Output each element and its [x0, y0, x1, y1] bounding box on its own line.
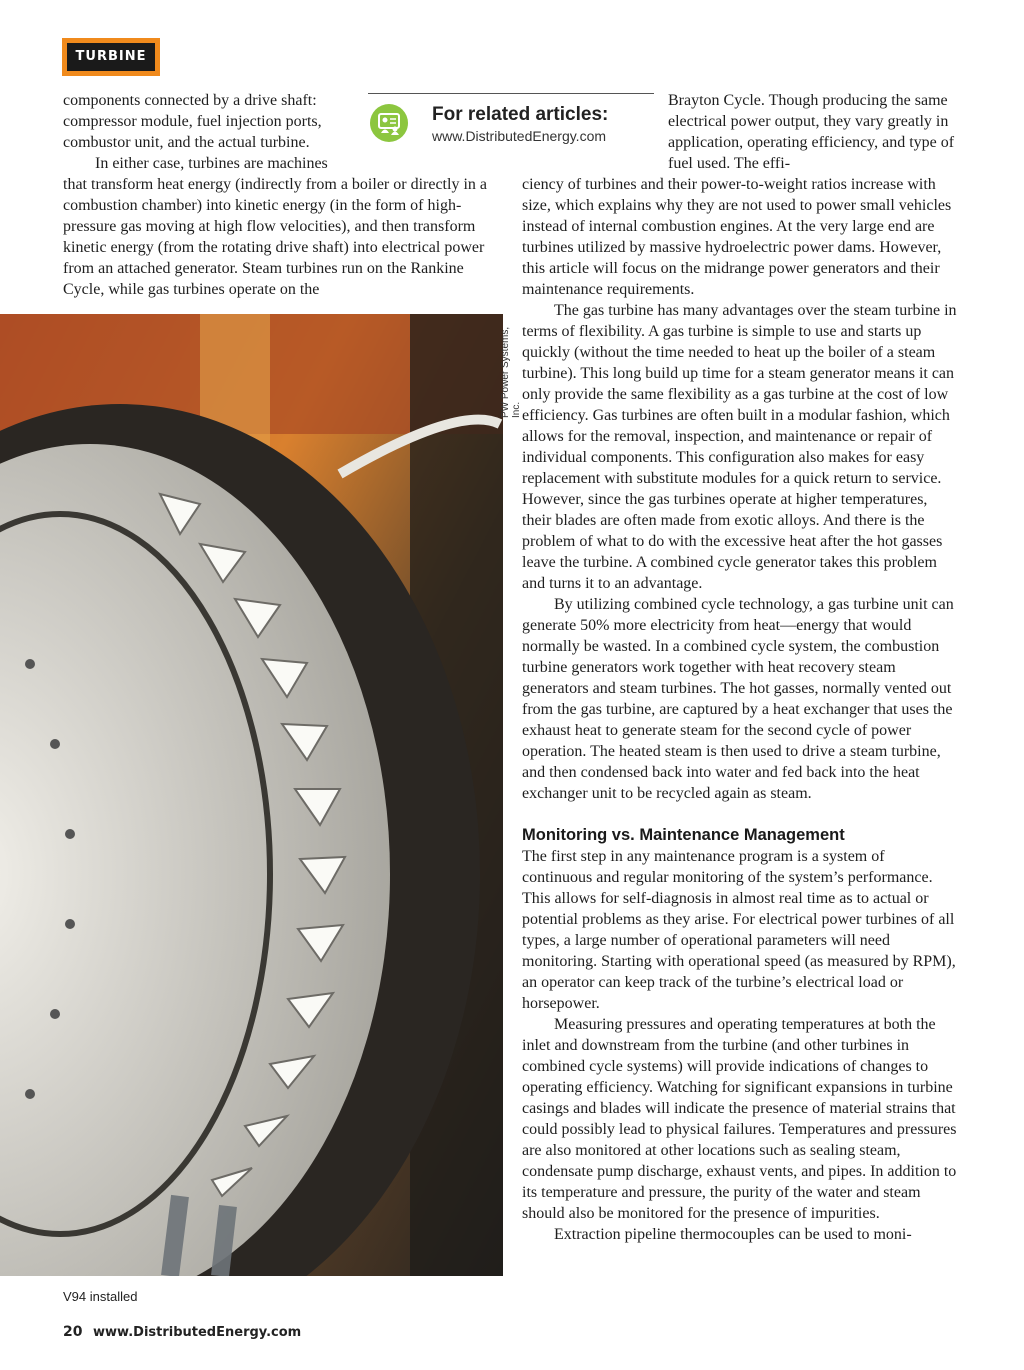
- article-left-top: [63, 90, 363, 174]
- article-right-column: [522, 174, 958, 1245]
- left-paragraph-2-rest: that transform heat energy (indirectly from a boiler or directly in a combustion chamber) into kinetic energy (in the form of high-pressure gas moving at high flow velocities), and then transform kinetic energy (from the rotating drive shaft) into electrical power from an attached generator. Steam turbines run on the Rankine Cycle, while gas turbines operate on the: [63, 176, 487, 298]
- right-paragraph-6: Extraction pipeline thermocouples can be used to moni-: [554, 1226, 912, 1243]
- right-paragraph-1-rest: ciency of turbines and their power-to-weight ratios increase with size, which explains why they are not used to power small vehicles instead of internal combustion engines. At the very large end are turbines utilized by massive hydroelectric power dams. However, this article will focus on the midrange power generators and their maintenance requirements.: [522, 176, 952, 298]
- section-label: TURBINE: [67, 43, 155, 71]
- page-number: 20: [63, 1324, 83, 1340]
- left-top-paragraph: components connected by a drive shaft: compressor module, fuel injection ports, combustor unit, and the actual turbine.: [63, 92, 322, 151]
- right-paragraph-2: The gas turbine has many advantages over the steam turbine in terms of flexibility. A gas turbine is simple to use and starts up quickly (without the time needed to heat up the boiler of a steam turbine). This long build up time for a steam generator means it can only provide the same flexibility as a gas turbine at the cost of low efficiency. Gas turbines are often built in a modular fashion, which allows for the removal, inspection, and maintenance or repair of individual components. This configuration also makes for easy replacement with substitute modules for a quick return to service. However, since the gas turbines operate at higher temperatures, their blades are often made from exotic alloys. And there is the problem of what to do with the excessive heat after the hot gasses leave the turbine. A combined cycle generator takes this problem and turns it to an advantage.: [522, 302, 957, 592]
- right-top-paragraph: Brayton Cycle. Though producing the same electrical power output, they vary greatly in application, operating efficiency, and type of fuel used. The effi-: [668, 92, 955, 172]
- article-right-top: [668, 90, 958, 174]
- related-articles-box[interactable]: [368, 93, 654, 158]
- photo-caption: V94 installed: [63, 1289, 138, 1304]
- footer-site-link[interactable]: www.DistributedEnergy.com: [93, 1325, 302, 1340]
- reading-person-icon: [370, 104, 408, 142]
- right-paragraph-3: By utilizing combined cycle technology, a gas turbine unit can generate 50% more electricity from heat—energy that would normally be wasted. In a combined cycle system, the combustion turbine generators work together with heat recovery steam generators and steam turbines. The hot gasses, normally vented out from the gas turbine, are captured by a heat exchanger that uses the exhaust heat to generate steam for the second cycle of power operation. The heated steam is then used to drive a steam turbine, and then condensed back into water and fed back into the heat exchanger unit to be recycled again as steam.: [522, 596, 954, 802]
- right-paragraph-4: The first step in any maintenance program is a system of continuous and regular monitoring of the system’s performance. This allows for self-diagnosis in almost real time as to actual or potential problems as they arise. For electrical power turbines of all types, a large number of operational parameters will need monitoring. Starting with operational speed (as measured by RPM), an operator can keep track of the turbine’s electrical load or horsepower.: [522, 848, 956, 1012]
- related-articles-title: For related articles:: [432, 104, 609, 125]
- turbine-illustration: [0, 314, 503, 1276]
- turbine-photo: [0, 314, 503, 1276]
- article-left-bottom: [63, 174, 501, 300]
- page-footer: [63, 1324, 301, 1340]
- related-articles-link[interactable]: www.DistributedEnergy.com: [432, 128, 607, 144]
- section-heading: Monitoring vs. Maintenance Management: [522, 826, 845, 844]
- photo-credit: PW Power Systems, Inc.: [500, 326, 522, 418]
- right-paragraph-5: Measuring pressures and operating temperatures at both the inlet and downstream from the turbine (and other turbines in combined cycle systems) will provide indications of changes to operating efficiency. Watching for significant expansions in turbine casings and blades will indicate the presence of material strains that could possibly lead to physical failures. Temperatures and pressures are also monitored at other locations such as sealing steam, condensate pump discharge, exhaust vents, and pipes. In addition to its temperature and pressure, the purity of the water and steam should also be monitored for the presence of impurities.: [522, 1016, 957, 1222]
- section-tab: [62, 38, 160, 76]
- left-paragraph-2-start: In either case, turbines are machines: [95, 155, 328, 172]
